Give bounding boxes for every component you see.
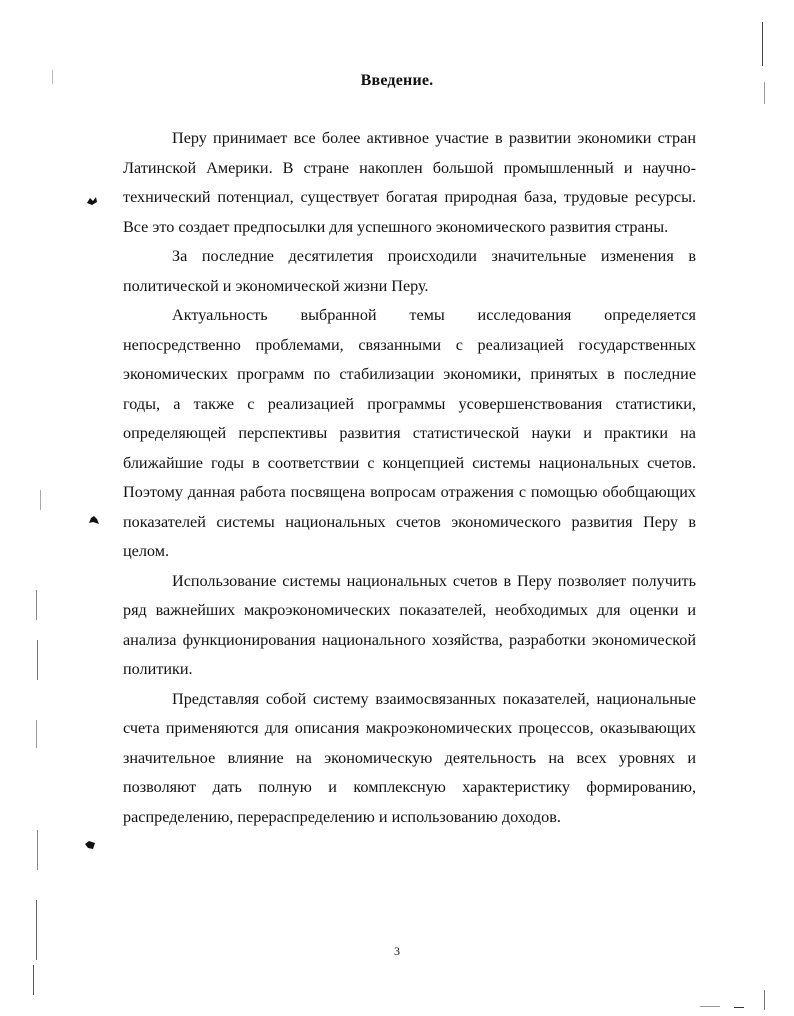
paragraph-4: Использование системы национальных счетов в Перу позволяет получить ряд важнейших макроэкономических показателей, необходимых для оценки и анализа функционирования национального хозяйства, разработки экономической политики. [123,571,696,678]
scan-line [33,965,34,995]
page-number: 3 [394,944,400,958]
body-text [123,124,696,832]
paragraph-3: Актуальность выбранной темы исследования определяется непосредственно проблемами, связанными с реализацией государственных экономических программ по стабилизации экономики, принятых в последние годы, а также с реализацией программы усовершенствования статистики, определяющей перспективы развития статистической науки и практики на ближайшие годы в соответствии с концепцией системы национальных счетов. Поэтому данная работа посвящена вопросам отражения с помощью обобщающих показателей системы национальных счетов экономического развития Перу в целом. [123,306,696,560]
page-title: Введение. [360,72,434,89]
scan-line [36,720,37,748]
scan-line [52,70,53,84]
scan-line [700,1006,720,1007]
scan-line [734,1007,744,1008]
scan-line [37,640,38,680]
scan-line [764,990,765,1010]
scan-line [37,830,38,870]
binder-hole-mark [84,840,96,850]
scan-line [762,22,763,66]
scan-line [764,82,765,104]
paragraph-5: Представляя собой систему взаимосвязанных показателей, национальные счета применяются для описания макроэкономических процессов, оказывающих значительное влияние на экономическую деятельность на всех уровнях и позволяют дать полную и комплексную характеристику формированию, распределению, перераспределению и использованию доходов. [123,689,696,826]
binder-hole-mark [88,515,100,525]
scan-line [36,900,37,960]
scan-line [40,490,41,510]
paragraph-1: Перу принимает все более активное участие в развитии экономики стран Латинской Америки. В стране накоплен большой промышленный и научно-технический потенциал, существует богатая природная база, трудовые ресурсы. Все это создает предпосылки для успешного экономического развития страны. [123,129,696,236]
scan-line [36,590,37,620]
paragraph-2: За последние десятилетия происходили значительные изменения в политической и экономической жизни Перу. [123,247,696,295]
binder-hole-mark [86,196,98,206]
